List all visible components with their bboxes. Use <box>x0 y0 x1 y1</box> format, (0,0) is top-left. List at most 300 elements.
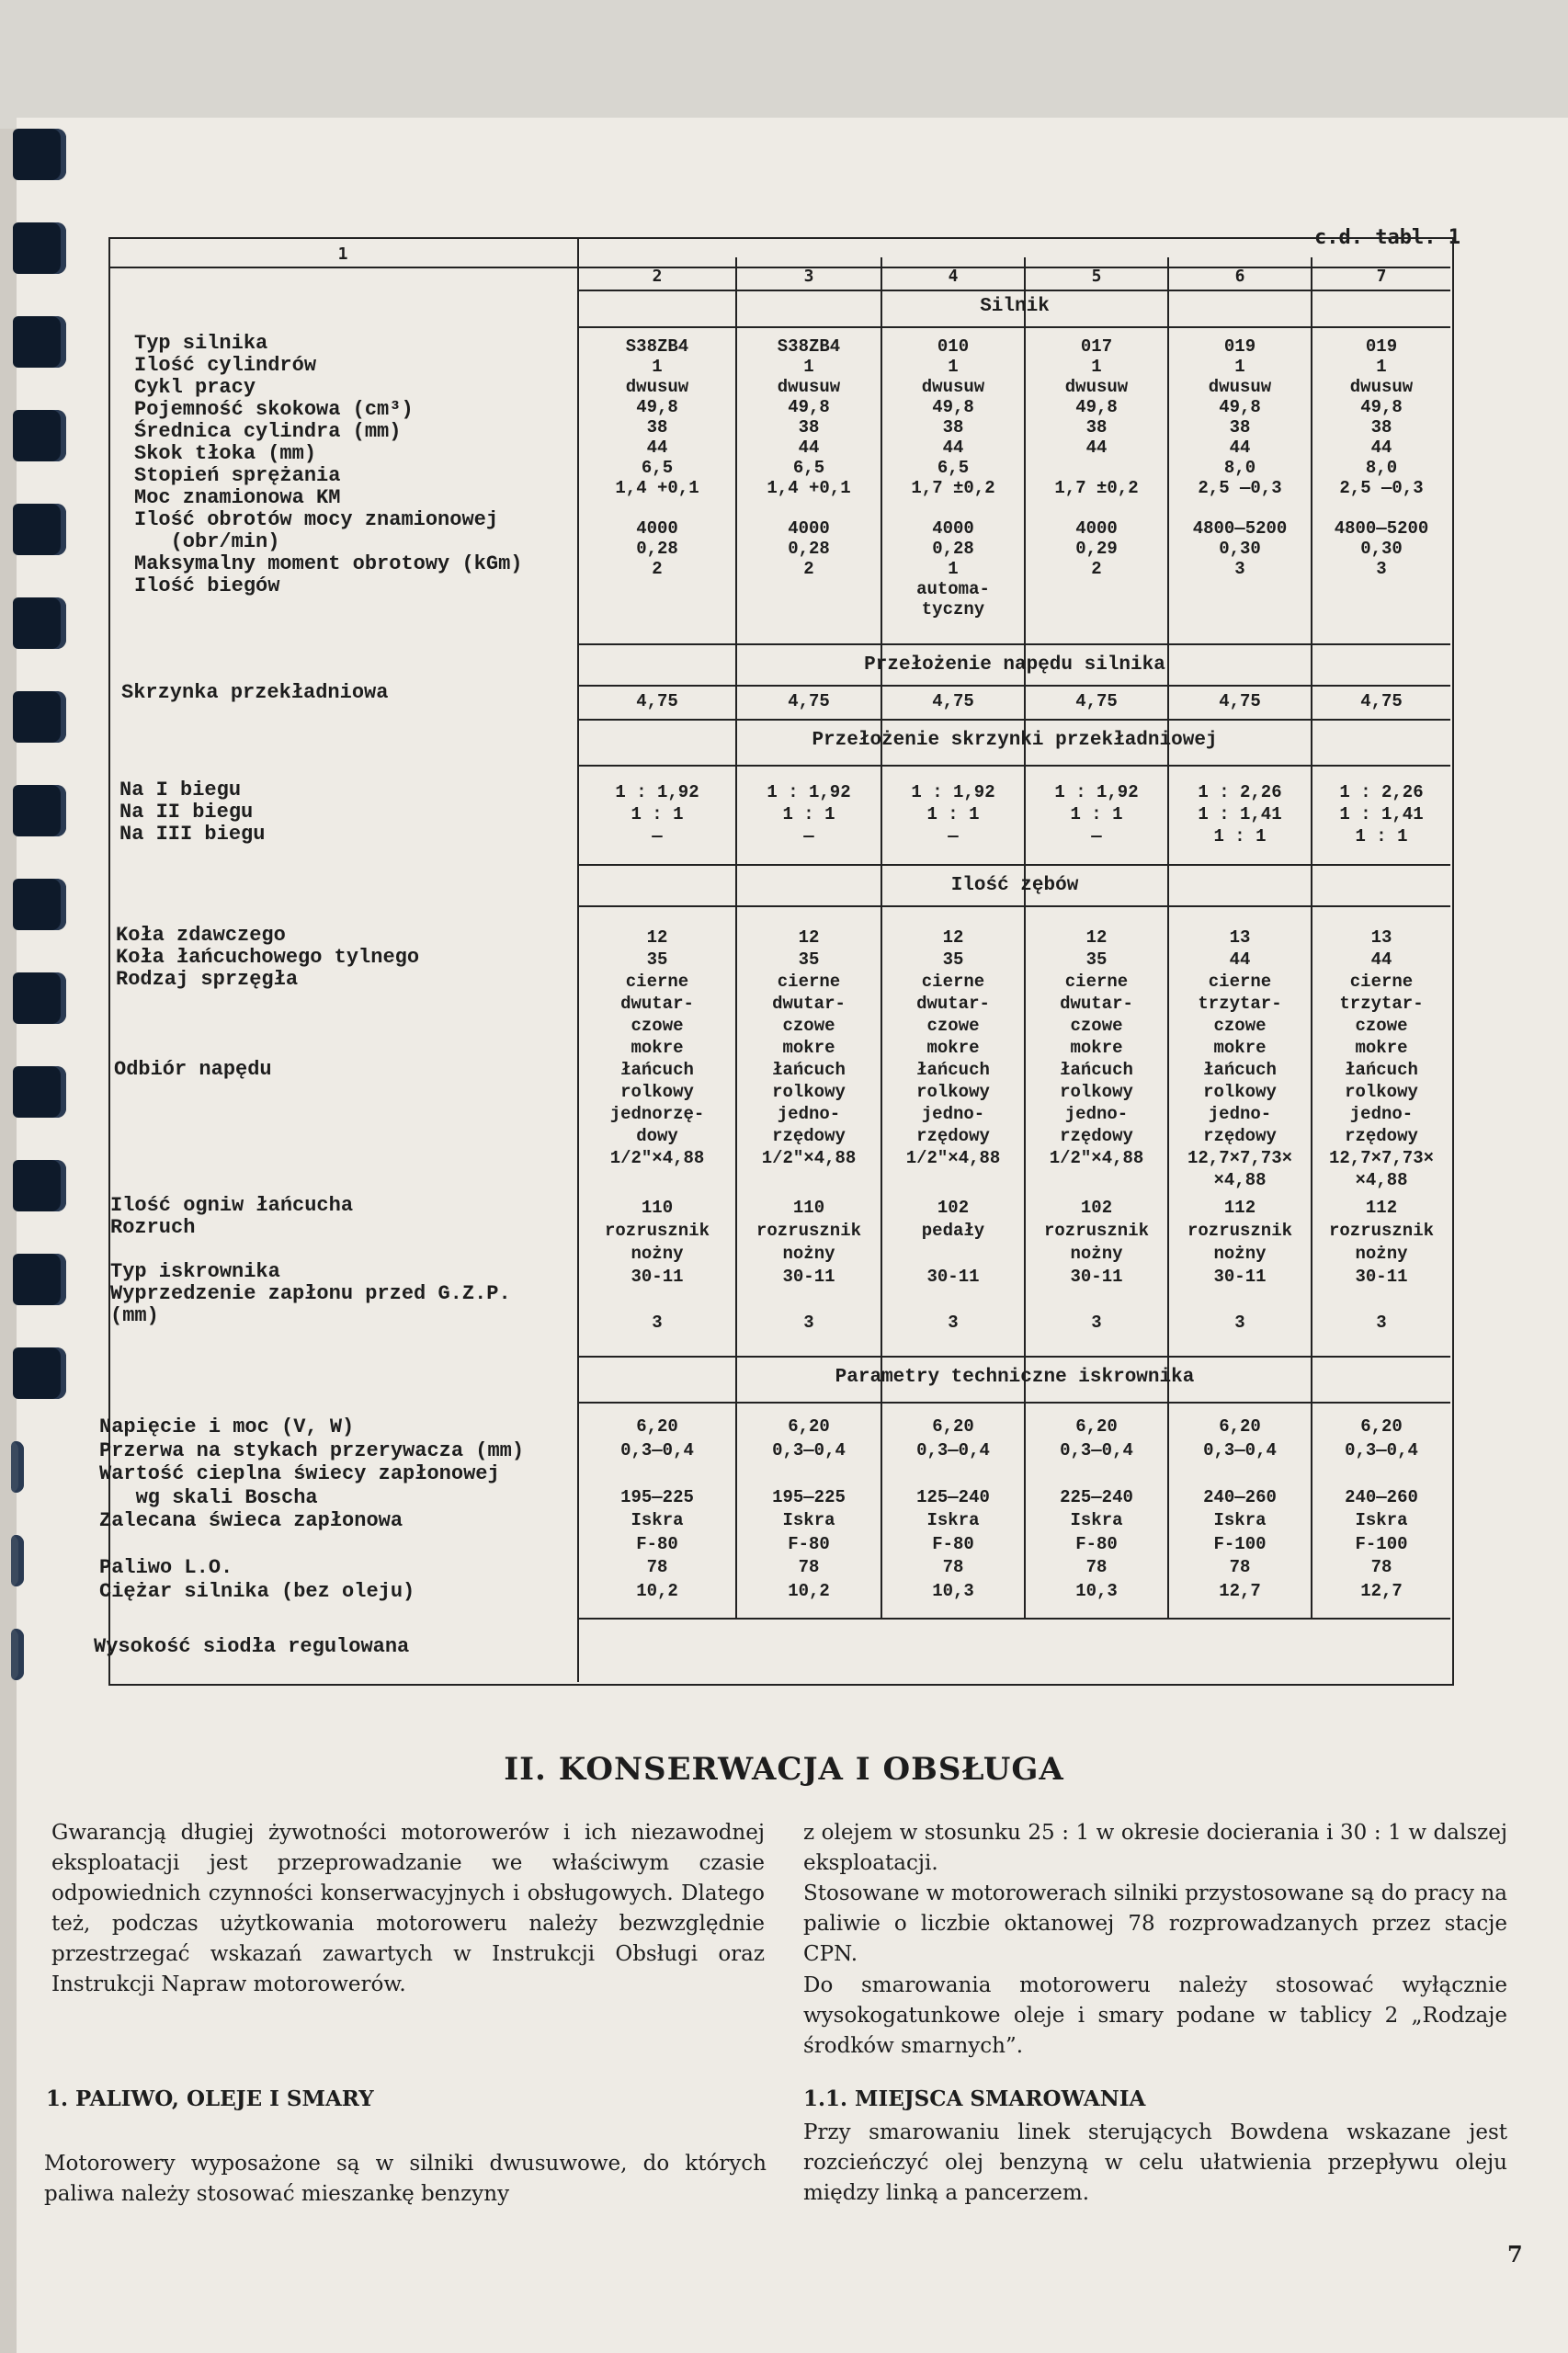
cell-line: dowy <box>636 1126 678 1146</box>
row-labels-teeth: Koła zdawczego Koła łańcuchowego tylnego Rodzaj sprzęgła <box>116 924 420 991</box>
cell-line: 12 <box>942 927 964 948</box>
cell-line: 6,20 <box>1219 1416 1261 1437</box>
cell-line: 38 <box>1085 417 1108 438</box>
table-rule <box>579 719 1450 721</box>
cell-line: 195—225 <box>620 1486 694 1507</box>
cell-line <box>1312 1289 1450 1312</box>
cell-line: nożny <box>1355 1244 1408 1264</box>
table-cell-teeth <box>1026 926 1167 1169</box>
cell-line: F-80 <box>1075 1533 1118 1554</box>
right-subheading: 1.1. MIEJSCA SMAROWANIA <box>803 2086 1146 2111</box>
cell-line: czowe <box>1355 1016 1408 1036</box>
cell-line <box>737 498 881 518</box>
column-number: 3 <box>803 267 814 286</box>
cell-line: 44 <box>646 438 668 458</box>
cell-line: mokre <box>926 1038 980 1058</box>
table-rule <box>579 326 1450 328</box>
cell-line: łańcuch <box>916 1060 990 1080</box>
binding-ring <box>11 1441 24 1493</box>
cell-line: mokre <box>1355 1038 1408 1058</box>
cell-line: 1/2"×4,88 <box>905 1148 1001 1168</box>
cell-line: rolkowy <box>772 1082 846 1102</box>
page-number: 7 <box>1507 2241 1523 2268</box>
table-cell-ignition <box>737 1415 881 1603</box>
spiral-binding <box>0 119 74 1774</box>
cell-line: 10,3 <box>1075 1580 1118 1601</box>
cell-line: 0,3—0,4 <box>620 1439 694 1461</box>
cell-line: 30-11 <box>1070 1267 1123 1287</box>
cell-line: F-80 <box>788 1533 830 1554</box>
cell-line: 38 <box>646 417 668 438</box>
binding-ring <box>13 410 66 461</box>
binding-ring <box>13 597 66 649</box>
cell-line: 1 : 1 <box>782 804 835 824</box>
chapter-heading: II. KONSERWACJA I OBSŁUGA <box>504 1751 1064 1788</box>
binding-ring <box>13 1347 66 1399</box>
table-cell-engine <box>1026 336 1167 579</box>
cell-line: 1 : 2,26 <box>1339 782 1424 802</box>
binding-ring <box>13 1254 66 1305</box>
cell-line: dwusuw <box>625 377 689 397</box>
cell-line <box>882 1243 1024 1266</box>
left-paragraph-2: Motorowery wyposażone są w silniki dwusuwowe, do których paliwa należy stosować mieszankę benzyny <box>44 2152 767 2206</box>
cell-line: 30-11 <box>1355 1267 1408 1287</box>
cell-line: Iskra <box>631 1510 684 1530</box>
cell-line: 35 <box>1085 949 1108 970</box>
cell-line: 1/2"×4,88 <box>1049 1148 1144 1168</box>
cell-line: 3 <box>1376 1313 1387 1333</box>
cell-line: ×4,88 <box>1213 1170 1267 1190</box>
cell-line: Iskra <box>1213 1510 1267 1530</box>
cell-line: 0,30 <box>1219 539 1261 559</box>
cell-line: 1 <box>652 357 663 377</box>
cell-line: 44 <box>1229 438 1251 458</box>
cell-line: dwutar- <box>916 994 990 1014</box>
cell-line: 30-11 <box>631 1267 684 1287</box>
cell-line: 3 <box>1091 1313 1102 1333</box>
cell-line: 1 : 1,92 <box>767 782 851 802</box>
binding-ring <box>13 972 66 1024</box>
cell-line: 12,7×7,73× <box>1187 1148 1293 1168</box>
cell-line: 3 <box>803 1313 814 1333</box>
cell-line: jedno- <box>921 1104 985 1124</box>
cell-line: rzędowy <box>1345 1126 1418 1146</box>
cell-line: 0,3—0,4 <box>772 1439 846 1461</box>
cell-line: jedno- <box>777 1104 841 1124</box>
cell-line: 3 <box>652 1313 663 1333</box>
cell-line: 38 <box>1370 417 1392 438</box>
cell-line: rzędowy <box>772 1126 846 1146</box>
table-cell-ignition <box>882 1415 1024 1603</box>
cell-line: 44 <box>1370 949 1392 970</box>
cell-line <box>1026 1289 1167 1312</box>
cell-line: 12 <box>646 927 668 948</box>
cell-line: rolkowy <box>916 1082 990 1102</box>
cell-line: Iskra <box>1355 1510 1408 1530</box>
cell-line: mokre <box>782 1038 835 1058</box>
cell-line <box>1026 1462 1167 1486</box>
table-rule <box>579 685 1450 687</box>
cell-line: 1 : 1,92 <box>615 782 699 802</box>
table-cell-gears <box>882 781 1024 847</box>
cell-line: jedno- <box>1349 1104 1414 1124</box>
table-rule <box>579 1402 1450 1404</box>
cell-line: 12 <box>798 927 820 948</box>
cell-line: 240—260 <box>1345 1486 1418 1507</box>
cell-line <box>882 1462 1024 1486</box>
cell-line: 1 : 1,92 <box>1054 782 1139 802</box>
cell-line: 1,4 +0,1 <box>615 478 699 498</box>
table-cell-ignition <box>1026 1415 1167 1603</box>
cell-line: 1,7 ±0,2 <box>1054 478 1139 498</box>
cell-line: pedały <box>921 1221 985 1241</box>
cell-line: 1 : 1,92 <box>911 782 995 802</box>
row-label-saddle: Wysokość siodła regulowana <box>94 1635 410 1658</box>
cell-line: 78 <box>798 1557 820 1577</box>
cell-line: 1 : 1 <box>926 804 980 824</box>
cell-line: 6,20 <box>1075 1416 1118 1437</box>
cell-line: 35 <box>798 949 820 970</box>
cell-line: dwutar- <box>1060 994 1133 1014</box>
cell-line: — <box>803 826 814 847</box>
left-subheading: 1. PALIWO, OLEJE I SMARY <box>46 2086 374 2111</box>
binding-ring <box>13 879 66 930</box>
cell-line: 010 <box>937 336 970 357</box>
cell-line: 49,8 <box>1219 397 1261 417</box>
cell-line: rozrusznik <box>1043 1221 1150 1241</box>
cell-line: 49,8 <box>788 397 830 417</box>
cell-line: cierne <box>1064 972 1129 992</box>
cell-line: 49,8 <box>1360 397 1403 417</box>
cell-line: rolkowy <box>620 1082 694 1102</box>
section-header: Przełożenie napędu silnika <box>864 654 1165 676</box>
table-cell-misc <box>579 1197 735 1335</box>
table-cell-teeth <box>737 926 881 1169</box>
cell-line: 12,7 <box>1219 1580 1261 1601</box>
cell-line: dwusuw <box>1064 377 1129 397</box>
table-cell-teeth <box>882 926 1024 1169</box>
table-cell-engine <box>579 336 735 579</box>
cell-line: łańcuch <box>1345 1060 1418 1080</box>
cell-line: 1 <box>1091 357 1102 377</box>
cell-line: 8,0 <box>1365 458 1398 478</box>
cell-line <box>579 1289 735 1312</box>
section-header: Silnik <box>980 296 1050 317</box>
cell-line: 13 <box>1229 927 1251 948</box>
cell-line <box>882 1289 1024 1312</box>
cell-line: 4000 <box>636 518 678 539</box>
cell-line: 110 <box>641 1198 674 1218</box>
cell-line: Iskra <box>926 1510 980 1530</box>
table-cell-gears <box>1312 781 1450 847</box>
cell-line: 0,28 <box>636 539 678 559</box>
cell-line: F-80 <box>636 1533 678 1554</box>
binding-ring <box>13 691 66 743</box>
cell-line: cierne <box>625 972 689 992</box>
cell-line: 4000 <box>1075 518 1118 539</box>
cell-line: 3 <box>1376 559 1387 579</box>
cell-line: czowe <box>782 1016 835 1036</box>
column-number: 7 <box>1376 267 1387 286</box>
row-labels-ignition: Napięcie i moc (V, W) Przerwa na stykach przerywacza (mm) Wartość cieplna świecy zapłonowej wg skali Boscha Zalecana świeca zapłonowa Paliwo L.O. Ciężar silnika (bez oleju) <box>99 1415 525 1603</box>
cell-line <box>579 1462 735 1486</box>
cell-line: 2 <box>803 559 814 579</box>
cell-line: łańcuch <box>1060 1060 1133 1080</box>
cell-line: 1 <box>948 357 959 377</box>
row-label-drive: Odbiór napędu <box>114 1058 272 1081</box>
table-cell-ignition <box>1312 1415 1450 1603</box>
cell-line: F-80 <box>932 1533 974 1554</box>
cell-line: 10,2 <box>788 1580 830 1601</box>
cell-line: F-100 <box>1355 1533 1408 1554</box>
table-cell-engine <box>1312 336 1450 579</box>
table-cell-misc <box>1312 1197 1450 1335</box>
table-cell-engine <box>1169 336 1311 579</box>
cell-line: nożny <box>1213 1244 1267 1264</box>
cell-line: 49,8 <box>1075 397 1118 417</box>
table-rule <box>579 290 1450 291</box>
cell-line: 0,3—0,4 <box>916 1439 990 1461</box>
cell-line: 4,75 <box>1219 691 1261 711</box>
cell-line: 44 <box>942 438 964 458</box>
table-cell-misc <box>882 1197 1024 1335</box>
binding-ring <box>13 785 66 836</box>
cell-line: 6,5 <box>937 458 970 478</box>
cell-line: 35 <box>646 949 668 970</box>
cell-line: 13 <box>1370 927 1392 948</box>
cell-line: dwusuw <box>921 377 985 397</box>
cell-line: 4000 <box>932 518 974 539</box>
cell-line: rozrusznik <box>756 1221 862 1241</box>
cell-line: 3 <box>948 1313 959 1333</box>
cell-line: 78 <box>1229 1557 1251 1577</box>
cell-line: łańcuch <box>772 1060 846 1080</box>
cell-line: mokre <box>631 1038 684 1058</box>
table-cell-gearbox <box>1312 691 1450 711</box>
cell-line: 1 <box>948 559 959 579</box>
column-number: 5 <box>1091 267 1102 286</box>
cell-line: 38 <box>798 417 820 438</box>
table-rule <box>579 765 1450 767</box>
binding-ring <box>13 504 66 555</box>
cell-line: 102 <box>1080 1198 1113 1218</box>
table-cell-gearbox <box>1169 691 1311 711</box>
cell-line: 017 <box>1080 336 1113 357</box>
cell-line: 1/2"×4,88 <box>761 1148 857 1168</box>
cell-line: 2,5 —0,3 <box>1198 478 1282 498</box>
cell-line: 78 <box>646 1557 668 1577</box>
table-cell-teeth <box>579 926 735 1169</box>
cell-line: 44 <box>1370 438 1392 458</box>
cell-line: — <box>652 826 663 847</box>
table-cell-teeth <box>1312 926 1450 1191</box>
cell-line: 6,5 <box>792 458 825 478</box>
cell-line: 1 <box>1376 357 1387 377</box>
cell-line: 78 <box>942 1557 964 1577</box>
cell-line: S38ZB4 <box>777 336 841 357</box>
cell-line: 44 <box>798 438 820 458</box>
cell-line: 1/2"×4,88 <box>609 1148 705 1168</box>
cell-line: 3 <box>1234 1313 1245 1333</box>
cell-line: rolkowy <box>1060 1082 1133 1102</box>
cell-line: S38ZB4 <box>625 336 689 357</box>
cell-line: — <box>1091 826 1102 847</box>
cell-line: dwusuw <box>777 377 841 397</box>
binding-ring <box>11 1535 24 1586</box>
cell-line <box>1169 1289 1311 1312</box>
table-cell-gears <box>579 781 735 847</box>
cell-line: 125—240 <box>916 1486 990 1507</box>
right-paragraph-2: Stosowane w motorowerach silniki przystosowane są do pracy na paliwie o liczbie oktanowej 78 rozprowadzanych przez stacje CPN. <box>803 1881 1507 1966</box>
binding-ring <box>13 129 66 180</box>
cell-line: 1 : 1,41 <box>1198 804 1282 824</box>
cell-line: 4,75 <box>636 691 678 711</box>
cell-line <box>737 1462 881 1486</box>
cell-line: 4800—5200 <box>1334 518 1429 539</box>
table-caption: c.d. tabl. 1 <box>1314 226 1460 249</box>
cell-line: 2,5 —0,3 <box>1339 478 1424 498</box>
cell-line: 30-11 <box>1213 1267 1267 1287</box>
cell-line: czowe <box>631 1016 684 1036</box>
cell-line: czowe <box>1213 1016 1267 1036</box>
cell-line: 30-11 <box>782 1267 835 1287</box>
cell-line: łańcuch <box>1203 1060 1277 1080</box>
cell-line: jedno- <box>1208 1104 1272 1124</box>
right-paragraph-4: Przy smarowaniu linek sterujących Bowdena wskazane jest rozcieńczyć olej benzyną w celu ułatwienia przepływu oleju między linką a pancerzem. <box>803 2120 1507 2205</box>
table-cell-gears <box>1169 781 1311 847</box>
cell-line: rolkowy <box>1203 1082 1277 1102</box>
cell-line: trzytar- <box>1198 994 1282 1014</box>
cell-line: 6,20 <box>636 1416 678 1437</box>
cell-line <box>1169 1462 1311 1486</box>
table-cell-gears <box>737 781 881 847</box>
table-cell-misc <box>1169 1197 1311 1335</box>
cell-line: 38 <box>942 417 964 438</box>
cell-line: 6,20 <box>932 1416 974 1437</box>
cell-line: jedno- <box>1064 1104 1129 1124</box>
cell-line: 12,7×7,73× <box>1328 1148 1435 1168</box>
cell-line: 1 : 1 <box>1355 826 1408 847</box>
cell-line: 112 <box>1223 1198 1256 1218</box>
cell-line: 4000 <box>788 518 830 539</box>
table-cell-gearbox <box>882 691 1024 711</box>
cell-line: — <box>948 826 959 847</box>
cell-line: 0,3—0,4 <box>1203 1439 1277 1461</box>
row-labels-engine: Typ silnika Ilość cylindrów Cykl pracy Pojemność skokowa (cm³) Średnica cylindra (mm) Skok tłoka (mm) Stopień sprężania Moc znamionowa KM Ilość obrotów mocy znamionowej (obr/min) Maksymalny moment obrotowy (kGm) Ilość biegów <box>134 332 523 597</box>
table-cell-ignition <box>579 1415 735 1603</box>
cell-line: 12,7 <box>1360 1580 1403 1601</box>
table-cell-gearbox <box>737 691 881 711</box>
cell-line: 4,75 <box>1075 691 1118 711</box>
cell-line: rolkowy <box>1345 1082 1418 1102</box>
binding-ring <box>11 1629 24 1680</box>
cell-line: nożny <box>1070 1244 1123 1264</box>
cell-line: 1 : 2,26 <box>1198 782 1282 802</box>
cell-line: 2 <box>652 559 663 579</box>
cell-line: 4,75 <box>788 691 830 711</box>
cell-line <box>1026 458 1167 478</box>
cell-line: rzędowy <box>1203 1126 1277 1146</box>
cell-line: rozrusznik <box>604 1221 710 1241</box>
right-paragraph-1: z olejem w stosunku 25 : 1 w okresie docierania i 30 : 1 w dalszej eksploatacji. <box>803 1821 1507 1875</box>
table-rule <box>579 1618 1450 1620</box>
cell-line: 1 : 1,41 <box>1339 804 1424 824</box>
cell-line: 10,2 <box>636 1580 678 1601</box>
cell-line: 110 <box>792 1198 825 1218</box>
cell-line: dwutar- <box>620 994 694 1014</box>
column-number: 1 <box>337 244 348 264</box>
column-number: 6 <box>1234 267 1245 286</box>
cell-line: 0,28 <box>932 539 974 559</box>
cell-line: 0,3—0,4 <box>1060 1439 1133 1461</box>
row-labels-misc: Ilość ogniw łańcucha Rozruch Typ iskrownika Wyprzedzenie zapłonu przed G.Z.P. (mm) <box>110 1194 511 1327</box>
cell-line: 49,8 <box>636 397 678 417</box>
cell-line: 0,30 <box>1360 539 1403 559</box>
cell-line: 38 <box>1229 417 1251 438</box>
cell-line: 78 <box>1370 1557 1392 1577</box>
cell-line: 12 <box>1085 927 1108 948</box>
table-cell-teeth <box>1169 926 1311 1191</box>
section-header: Ilość zębów <box>950 875 1079 896</box>
cell-line: jednorzę- <box>609 1104 705 1124</box>
cell-line: 1 <box>803 357 814 377</box>
cell-line: dwutar- <box>772 994 846 1014</box>
table-cell-gearbox <box>1026 691 1167 711</box>
cell-line <box>579 498 735 518</box>
cell-line: 30-11 <box>926 1267 980 1287</box>
cell-line <box>737 1289 881 1312</box>
cell-line: rzędowy <box>1060 1126 1133 1146</box>
cell-line: 2 <box>1091 559 1102 579</box>
background <box>0 0 1568 129</box>
cell-line: Iskra <box>782 1510 835 1530</box>
cell-line: rzędowy <box>916 1126 990 1146</box>
cell-line: Iskra <box>1070 1510 1123 1530</box>
cell-line: 4,75 <box>1360 691 1403 711</box>
table-cell-ignition <box>1169 1415 1311 1603</box>
table-cell-misc <box>1026 1197 1167 1335</box>
cell-line <box>1312 1462 1450 1486</box>
row-label-gearbox: Skrzynka przekładniowa <box>121 681 389 704</box>
cell-line: 1 <box>1234 357 1245 377</box>
cell-line: 1 : 1 <box>1070 804 1123 824</box>
cell-line: tyczny <box>921 599 985 620</box>
left-paragraph-1: Gwarancją długiej żywotności motorowerów i ich niezawodnej eksploatacji jest przeprowadzanie we właściwym czasie odpowiednich czynności konserwacyjnych i obsługowych. Dlatego też, podczas użytkowania motoroweru należy bezwzględnie przestrzegać wskazań zawartych w Instrukcji Obsługi oraz Instrukcji Napraw motorowerów. <box>51 1821 765 1996</box>
table-rule <box>579 864 1450 866</box>
cell-line: nożny <box>782 1244 835 1264</box>
cell-line: dwusuw <box>1208 377 1272 397</box>
table-cell-gears <box>1026 781 1167 847</box>
cell-line <box>1312 498 1450 518</box>
cell-line: rozrusznik <box>1328 1221 1435 1241</box>
cell-line: 1 : 1 <box>1213 826 1267 847</box>
cell-line: ×4,88 <box>1355 1170 1408 1190</box>
binding-ring <box>13 222 66 274</box>
cell-line: 44 <box>1229 949 1251 970</box>
cell-line: 1,4 +0,1 <box>767 478 851 498</box>
cell-line: 0,29 <box>1075 539 1118 559</box>
cell-line: mokre <box>1070 1038 1123 1058</box>
cell-line <box>882 498 1024 518</box>
cell-line: rozrusznik <box>1187 1221 1293 1241</box>
table-rule <box>579 643 1450 645</box>
section-header: Parametry techniczne iskrownika <box>835 1367 1195 1388</box>
cell-line: 4800—5200 <box>1192 518 1288 539</box>
table-cell-engine <box>882 336 1024 620</box>
cell-line: 35 <box>942 949 964 970</box>
cell-line: cierne <box>777 972 841 992</box>
table-rule <box>579 905 1450 907</box>
